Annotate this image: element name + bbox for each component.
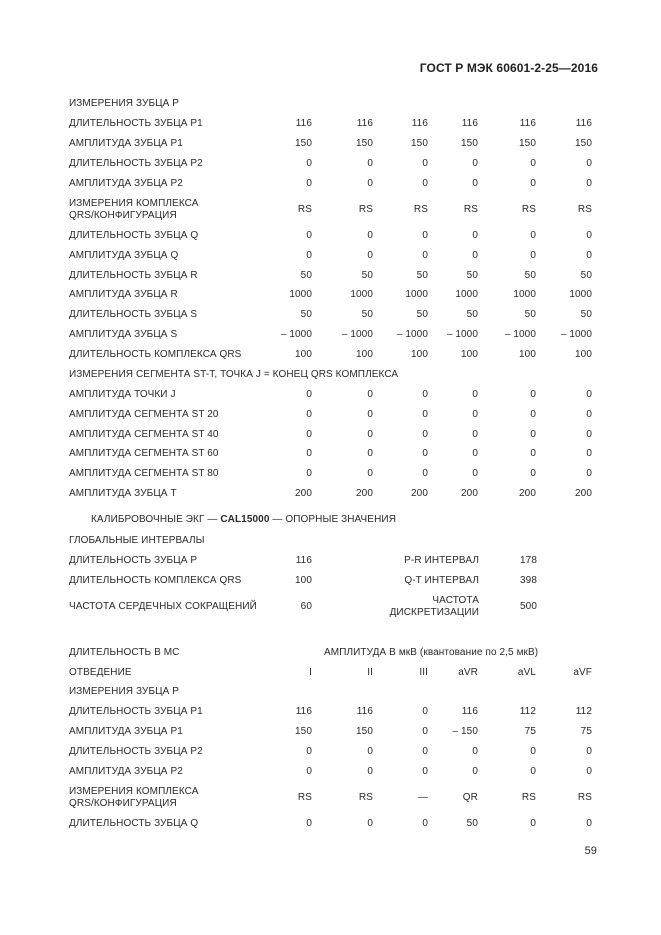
cell: 100 [356,349,373,360]
cell: 50 [580,309,592,320]
cell: 116 [295,118,312,129]
global-right-value: 178 [520,555,537,566]
cell: 0 [586,429,592,440]
row-label: ДЛИТЕЛЬНОСТЬ ЗУБЦА P1 [69,706,203,717]
lead-header: aVR [458,667,478,678]
cell: 50 [361,309,373,320]
cell: 150 [356,726,373,737]
cell: RS [297,792,312,803]
cell: 0 [367,230,373,241]
cell: 50 [524,270,536,281]
cell: 0 [367,409,373,420]
global-right-value: 500 [520,601,537,612]
cell: 0 [367,250,373,261]
cell: 0 [530,818,536,829]
global-right-label-line2: ДИСКРЕТИЗАЦИИ [389,607,479,618]
cell: QR [462,792,478,803]
page-number: 59 [584,845,597,857]
cell: 0 [306,158,312,169]
cell: 0 [422,706,428,717]
cell: 0 [367,448,373,459]
cell: 0 [530,230,536,241]
cell: 0 [367,818,373,829]
cell: 116 [461,118,478,129]
row-label: АМПЛИТУДА ЗУБЦА S [69,329,178,340]
lead-header: I [309,667,312,678]
cell: 0 [306,818,312,829]
row-label-line1: ИЗМЕРЕНИЯ КОМПЛЕКСА [69,198,199,209]
cell: 0 [422,468,428,479]
cell: 0 [586,409,592,420]
cell: 0 [472,746,478,757]
global-label: ДЛИТЕЛЬНОСТЬ ЗУБЦА P [69,555,198,566]
cell: 0 [306,448,312,459]
section-title: ИЗМЕРЕНИЯ СЕГМЕНТА ST-T, ТОЧКА J = КОНЕЦ QRS КОМПЛЕКСА [69,369,399,380]
cell: 0 [367,746,373,757]
cell: 116 [575,118,592,129]
cell: 0 [586,178,592,189]
cell: 50 [466,309,478,320]
global-value: 100 [295,575,312,586]
cell: 0 [306,468,312,479]
cell: 1000 [405,289,428,300]
cell: 100 [519,349,536,360]
cell: 0 [530,178,536,189]
cell: 0 [472,389,478,400]
cell: 75 [580,726,592,737]
cell: 0 [422,429,428,440]
cell: 0 [472,250,478,261]
row-label: АМПЛИТУДА ЗУБЦА P1 [69,726,183,737]
cell: 0 [422,389,428,400]
calibration-title-pre: КАЛИБРОВОЧНЫЕ ЭКГ — [91,514,221,525]
cell: 0 [422,158,428,169]
cell: 200 [295,488,312,499]
row-label: АМПЛИТУДА СЕГМЕНТА ST 20 [69,409,219,420]
cell: 150 [461,138,478,149]
cell: 50 [416,270,428,281]
row-label: ДЛИТЕЛЬНОСТЬ ЗУБЦА P2 [69,746,203,757]
cell: RS [297,204,312,215]
lead-header: III [419,667,428,678]
cell: RS [358,204,373,215]
cell: 0 [422,746,428,757]
cell: 0 [530,468,536,479]
cell: RS [521,204,536,215]
cell: 116 [411,118,428,129]
row-label: АМПЛИТУДА ЗУБЦА P2 [69,766,183,777]
cell: 0 [367,178,373,189]
cell: 200 [461,488,478,499]
cell: 0 [530,448,536,459]
cell: 50 [361,270,373,281]
cell: 0 [367,389,373,400]
cell: 0 [472,429,478,440]
cell: 1000 [569,289,592,300]
cell: 0 [422,230,428,241]
cell: – 1000 [446,329,478,340]
cell: 0 [472,448,478,459]
cell: 0 [306,429,312,440]
cell: 0 [472,409,478,420]
cell: 50 [300,309,312,320]
cell: 75 [524,726,536,737]
global-value: 116 [295,555,312,566]
cell: 0 [306,230,312,241]
lead-label: ОТВЕДЕНИЕ [69,667,132,678]
cell: 0 [472,766,478,777]
row-label: ДЛИТЕЛЬНОСТЬ ЗУБЦА S [69,309,198,320]
cell: 50 [300,270,312,281]
row-label: АМПЛИТУДА ЗУБЦА P1 [69,138,183,149]
cell: 0 [586,158,592,169]
cell: 0 [472,158,478,169]
row-label: АМПЛИТУДА ЗУБЦА P2 [69,178,183,189]
cell: 100 [575,349,592,360]
cell: 0 [422,726,428,737]
cell: 100 [461,349,478,360]
global-intervals-title: ГЛОБАЛЬНЫЕ ИНТЕРВАЛЫ [69,535,205,546]
cell: 0 [422,448,428,459]
cell: 0 [306,178,312,189]
cell: 200 [411,488,428,499]
cell: 116 [356,706,373,717]
cell: 0 [530,409,536,420]
cell: 0 [586,250,592,261]
row-label: ДЛИТЕЛЬНОСТЬ ЗУБЦА P2 [69,158,203,169]
cell: 116 [356,118,373,129]
lead-header: aVL [517,667,536,678]
cell: RS [521,792,536,803]
cell: 200 [356,488,373,499]
cell: 0 [472,230,478,241]
cell: 0 [586,818,592,829]
cell: 50 [416,309,428,320]
lead-header: II [367,667,373,678]
document-header: ГОСТ Р МЭК 60601-2-25—2016 [419,61,598,75]
cell: 1000 [513,289,536,300]
row-label-line2: QRS/КОНФИГУРАЦИЯ [69,210,177,221]
calibration-title-post: — ОПОРНЫЕ ЗНАЧЕНИЯ [269,514,397,525]
cell: 0 [530,389,536,400]
cell: RS [577,204,592,215]
cell: – 1000 [560,329,592,340]
global-right-label: Q-T ИНТЕРВАЛ [404,575,479,586]
cell: 200 [575,488,592,499]
cell: 0 [306,746,312,757]
cell: 116 [519,118,536,129]
cell: 0 [530,429,536,440]
cell: 0 [306,250,312,261]
cell: 116 [461,706,478,717]
cell: 0 [306,766,312,777]
cell: 100 [411,349,428,360]
cell: 0 [586,230,592,241]
cell: 116 [295,706,312,717]
cell: 0 [586,389,592,400]
cell: 0 [367,468,373,479]
row-label: АМПЛИТУДА СЕГМЕНТА ST 60 [69,448,219,459]
cell: 150 [295,726,312,737]
cell: – 1000 [396,329,428,340]
row-label-line2: QRS/КОНФИГУРАЦИЯ [69,798,177,809]
cell: 0 [530,746,536,757]
cell: 0 [586,766,592,777]
section-title: ИЗМЕРЕНИЯ ЗУБЦА P [69,686,180,697]
cell: 0 [306,389,312,400]
cell: RS [358,792,373,803]
cell: 1000 [350,289,373,300]
row-label: ДЛИТЕЛЬНОСТЬ ЗУБЦА R [69,270,198,281]
cell: 0 [367,766,373,777]
row-label: ДЛИТЕЛЬНОСТЬ ЗУБЦА P1 [69,118,203,129]
cell: 0 [422,250,428,261]
cell: 200 [519,488,536,499]
global-label: ЧАСТОТА СЕРДЕЧНЫХ СОКРАЩЕНИЙ [69,601,257,612]
cell: – 1000 [504,329,536,340]
cell: 0 [422,766,428,777]
cell: 1000 [289,289,312,300]
cell: 50 [466,270,478,281]
cell: 150 [519,138,536,149]
cell: 112 [519,706,536,717]
global-label: ДЛИТЕЛЬНОСТЬ КОМПЛЕКСА QRS [69,575,242,586]
cell: 50 [524,309,536,320]
cell: 0 [586,746,592,757]
global-right-label-line1: ЧАСТОТА [432,595,479,606]
row-label: ДЛИТЕЛЬНОСТЬ ЗУБЦА Q [69,230,199,241]
cell: 0 [472,468,478,479]
row-label: ДЛИТЕЛЬНОСТЬ ЗУБЦА Q [69,818,199,829]
row-label-line1: ИЗМЕРЕНИЯ КОМПЛЕКСА [69,786,199,797]
cell: 0 [530,250,536,261]
calibration-title [91,514,396,526]
cell: 150 [411,138,428,149]
row-label: АМПЛИТУДА ТОЧКИ J [69,389,176,400]
row-label: АМПЛИТУДА СЕГМЕНТА ST 80 [69,468,219,479]
global-value: 60 [300,601,312,612]
global-right-label: P-R ИНТЕРВАЛ [404,555,479,566]
row-label: ДЛИТЕЛЬНОСТЬ КОМПЛЕКСА QRS [69,349,242,360]
cell: 0 [422,818,428,829]
cell: 0 [586,468,592,479]
cell: 0 [367,429,373,440]
global-right-value: 398 [520,575,537,586]
cell: 0 [367,158,373,169]
cell: 0 [422,409,428,420]
row-label: АМПЛИТУДА ЗУБЦА Q [69,250,179,261]
cell: — [417,792,428,803]
cell: 50 [466,818,478,829]
section-title: ИЗМЕРЕНИЯ ЗУБЦА P [69,98,180,109]
row-label: АМПЛИТУДА ЗУБЦА T [69,488,177,499]
cell: 150 [295,138,312,149]
cell: 150 [356,138,373,149]
cell: 0 [530,158,536,169]
cell: RS [463,204,478,215]
duration-unit-label: ДЛИТЕЛЬНОСТЬ В МС [69,647,180,658]
cell: 0 [586,448,592,459]
cell: 50 [580,270,592,281]
calibration-code: CAL15000 [220,514,270,525]
lead-header: aVF [573,667,592,678]
cell: 1000 [455,289,478,300]
cell: 100 [295,349,312,360]
cell: RS [577,792,592,803]
cell: 150 [575,138,592,149]
cell: – 150 [452,726,478,737]
row-label: АМПЛИТУДА СЕГМЕНТА ST 40 [69,429,219,440]
cell: 112 [575,706,592,717]
cell: – 1000 [341,329,373,340]
amplitude-unit-label: АМПЛИТУДА В мкВ (квантование по 2,5 мкВ) [324,647,539,658]
cell: 0 [530,766,536,777]
cell: – 1000 [280,329,312,340]
row-label: АМПЛИТУДА ЗУБЦА R [69,289,178,300]
cell: 0 [306,409,312,420]
cell: 0 [472,178,478,189]
cell: 0 [422,178,428,189]
cell: RS [413,204,428,215]
